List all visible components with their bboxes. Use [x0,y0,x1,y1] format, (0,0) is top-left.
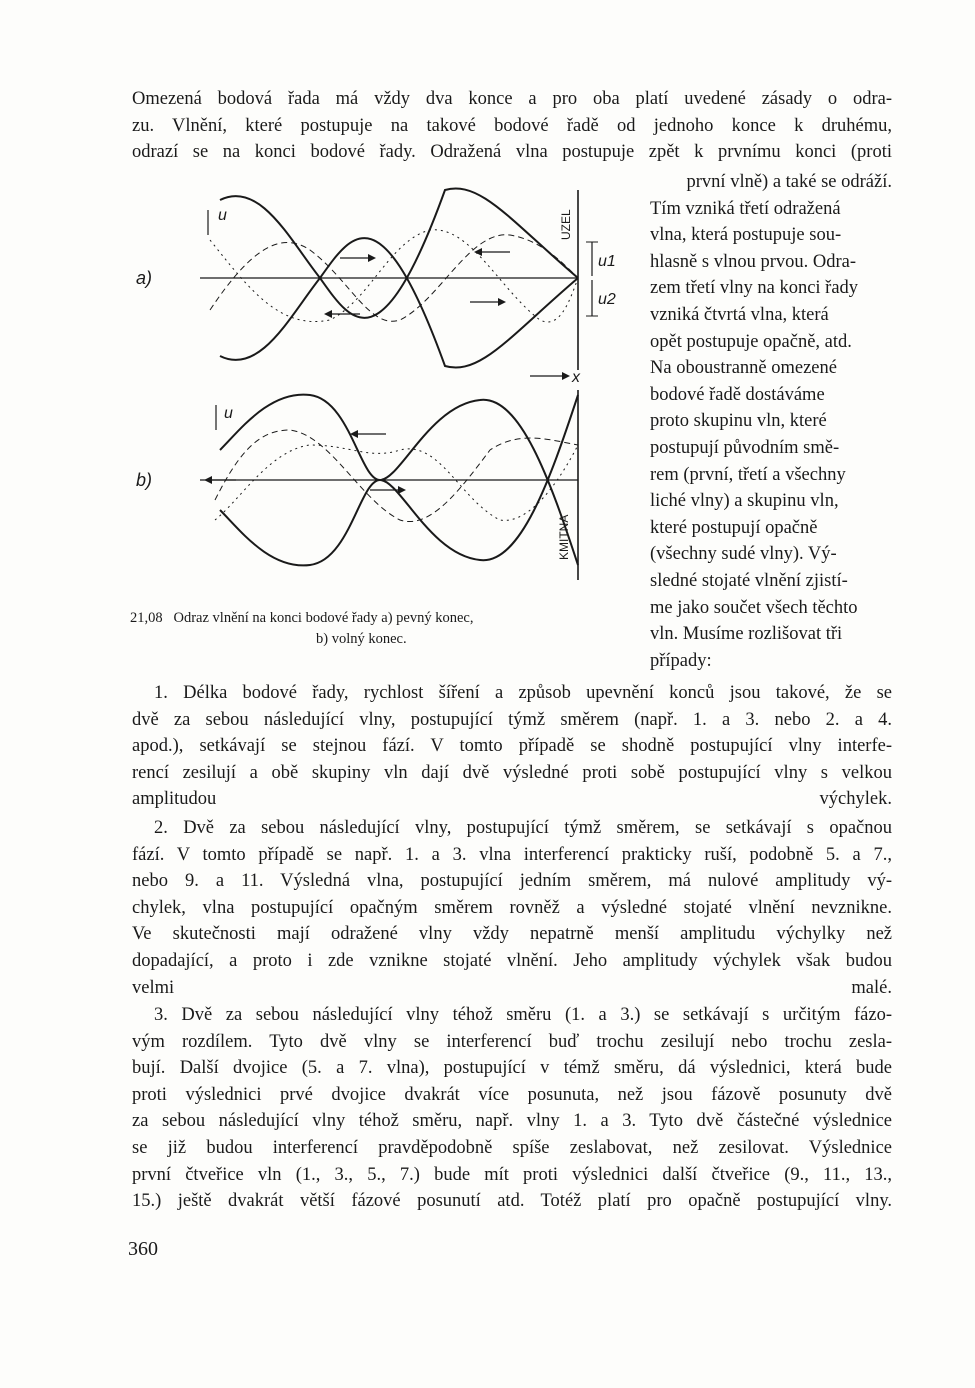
incident-wave-b [215,430,578,522]
text-line: fází. V tomto případě se např. 1. a 3. vlna interferencí prakticky ruší, podobně 5. a 7., [132,844,892,865]
text-line: 2. Dvě za sebou následující vlny, postupující týmž směrem, se setkávají s opačnou [154,818,892,838]
figure-caption-cont [316,629,407,649]
label-a: a) [136,268,153,288]
text-line: odrazí se na konci bodové řady. Odražená vlna postupuje zpět k prvnímu konci (proti [132,142,892,163]
envelope-upper-b [220,395,578,561]
text-line: chylek, vlna postupující opačným směrem rovněž a výsledné stojaté vlnění nevznikne. [132,897,892,918]
text-line: Ve skutečnosti mají odražené vlny vždy nepatrně menší amplitudu výchylky než [132,924,892,945]
text-line: rencí zesilují a obě skupiny vln dají dvě výsledné proti sobě postupující vlny s velkou [132,762,892,783]
text-line: Na oboustranně omezené [650,358,837,379]
caption-line-2: b) volný konec. [316,631,407,647]
text-line: zu. Vlnění, které postupuje na takové bodové řadě od jednoho konce k druhému, [132,115,892,136]
text-line: (všechny sudé vlny). Vý- [650,544,837,565]
reflected-wave-b [215,445,578,520]
arrow-head-a4 [498,298,506,306]
case-1-paragraph [132,680,892,813]
label-u-a: u [218,207,227,224]
arrow-head-a2 [474,248,482,256]
caption-line-1: Odraz vlnění na konci bodové řady a) pevný konec, [173,610,474,626]
text-line: velmi malé. [132,977,892,998]
label-u1: u1 [598,253,616,270]
case-3-paragraph [132,1002,892,1215]
arrow-head-a1 [368,254,376,262]
text-line: hlasně s vlnou prvou. Odra- [650,251,857,272]
text-line: vln. Musíme rozlišovat tři [650,624,843,645]
text-line: postupují původním smě- [650,437,840,458]
text-line: 15.) ještě dvakrát větší fázové posunutí atd. Totéž platí pro opačně postupující vlny. [132,1191,892,1212]
label-uzel: UZEL [559,209,573,240]
text-line: první vlně) a také se odráží. [686,172,892,192]
figure-number: 21,08 [130,610,163,626]
text-line: za sebou následující vlny téhož směru, např. vlny 1. a 3. Tyto dvě částečné výslednice [132,1111,892,1132]
reflected-wave-a [210,230,578,322]
envelope-lower-a [220,238,578,367]
text-line: opět postupuje opačně, atd. [650,331,852,352]
wave-reflection-figure [136,180,640,600]
panel-b-free-end [200,390,578,580]
label-x: x [572,369,580,386]
text-line: bují. Další dvojice (5. a 7. vlna), postupující v témž směru, dá výslednici, která bude [132,1058,892,1079]
label-kmitna: KMITNA [557,514,571,560]
envelope-upper-a [220,188,578,317]
text-line: Omezená bodová řada má vždy dva konce a pro oba platí uvedené zásady o odra- [132,89,892,109]
panel-a-fixed-end [200,188,598,380]
arrow-head-b2 [398,486,406,494]
text-line: liché vlny) a skupinu vln, [650,491,839,512]
arrow-head-a3 [324,310,332,318]
text-line: proto skupinu vln, které [650,411,827,432]
intro-paragraph [132,86,892,166]
text-line: vlna, která postupuje sou- [650,225,842,246]
text-line: vým rozdílem. Tyto dvě vlny se interferencí buď trochu zesilují nebo trochu zesla- [132,1031,892,1052]
arrow-head-b3 [204,476,212,484]
text-line: Tím vzniká třetí odražená [650,198,841,219]
text-line: bodové řadě dostáváme [650,384,825,405]
text-line: rem (první, třetí a všechny [650,464,846,485]
text-line: me jako součet všech těchto [650,597,858,618]
text-line: dopadající, a proto i zde vznikne stojaté vlnění. Jeho amplitudy výchylek však budou [132,950,892,971]
text-line: se již budou interferencí pravděpodobně spíše zeslabovat, než zesilovat. Výslednice [132,1137,892,1158]
text-line: první čtveřice vln (1., 3., 5., 7.) bude mít proti výslednici další čtveřice (9., 11., 13., [132,1164,892,1185]
text-line: případy: [650,650,712,671]
text-line: nebo 9. a 11. Výsledná vlna, postupující jedním směrem, má nulové amplitudy vý- [132,871,892,892]
label-u-b: u [224,405,233,422]
text-line: vzniká čtvrtá vlna, která [650,304,829,325]
text-line: 1. Délka bodové řady, rychlost šíření a způsob upevnění konců jsou takové, že se [154,683,892,703]
text-line: které postupují opačně [650,517,818,538]
text-line: zem třetí vlny na konci řady [650,278,859,299]
envelope-lower-b [220,400,578,566]
x-arrow-head [562,372,570,380]
case-2-paragraph [132,815,892,1001]
text-line: proti výslednici prvé dvojice dvakrát více posunuta, než jsou fázově posunuty dvě [132,1084,892,1105]
text-line: sledné stojaté vlnění zjistí- [650,570,848,591]
side-column-text [650,169,892,674]
text-line: apod.), setkávají se stejnou fází. V tomto případě se shodně postupující vlny interfe- [132,736,892,757]
text-line: 3. Dvě za sebou následující vlny téhož směru (1. a 3.) se setkávají s určitým fázo- [154,1005,892,1025]
page-number: 360 [128,1238,158,1260]
label-b: b) [136,470,153,490]
figure-caption [130,608,473,628]
label-u2: u2 [598,291,616,308]
text-line: dvě za sebou následující vlny, postupující týmž směrem (např. 1. a 3. nebo 2. a 4. [132,709,892,730]
text-line: amplitudou výchylek. [132,789,892,810]
